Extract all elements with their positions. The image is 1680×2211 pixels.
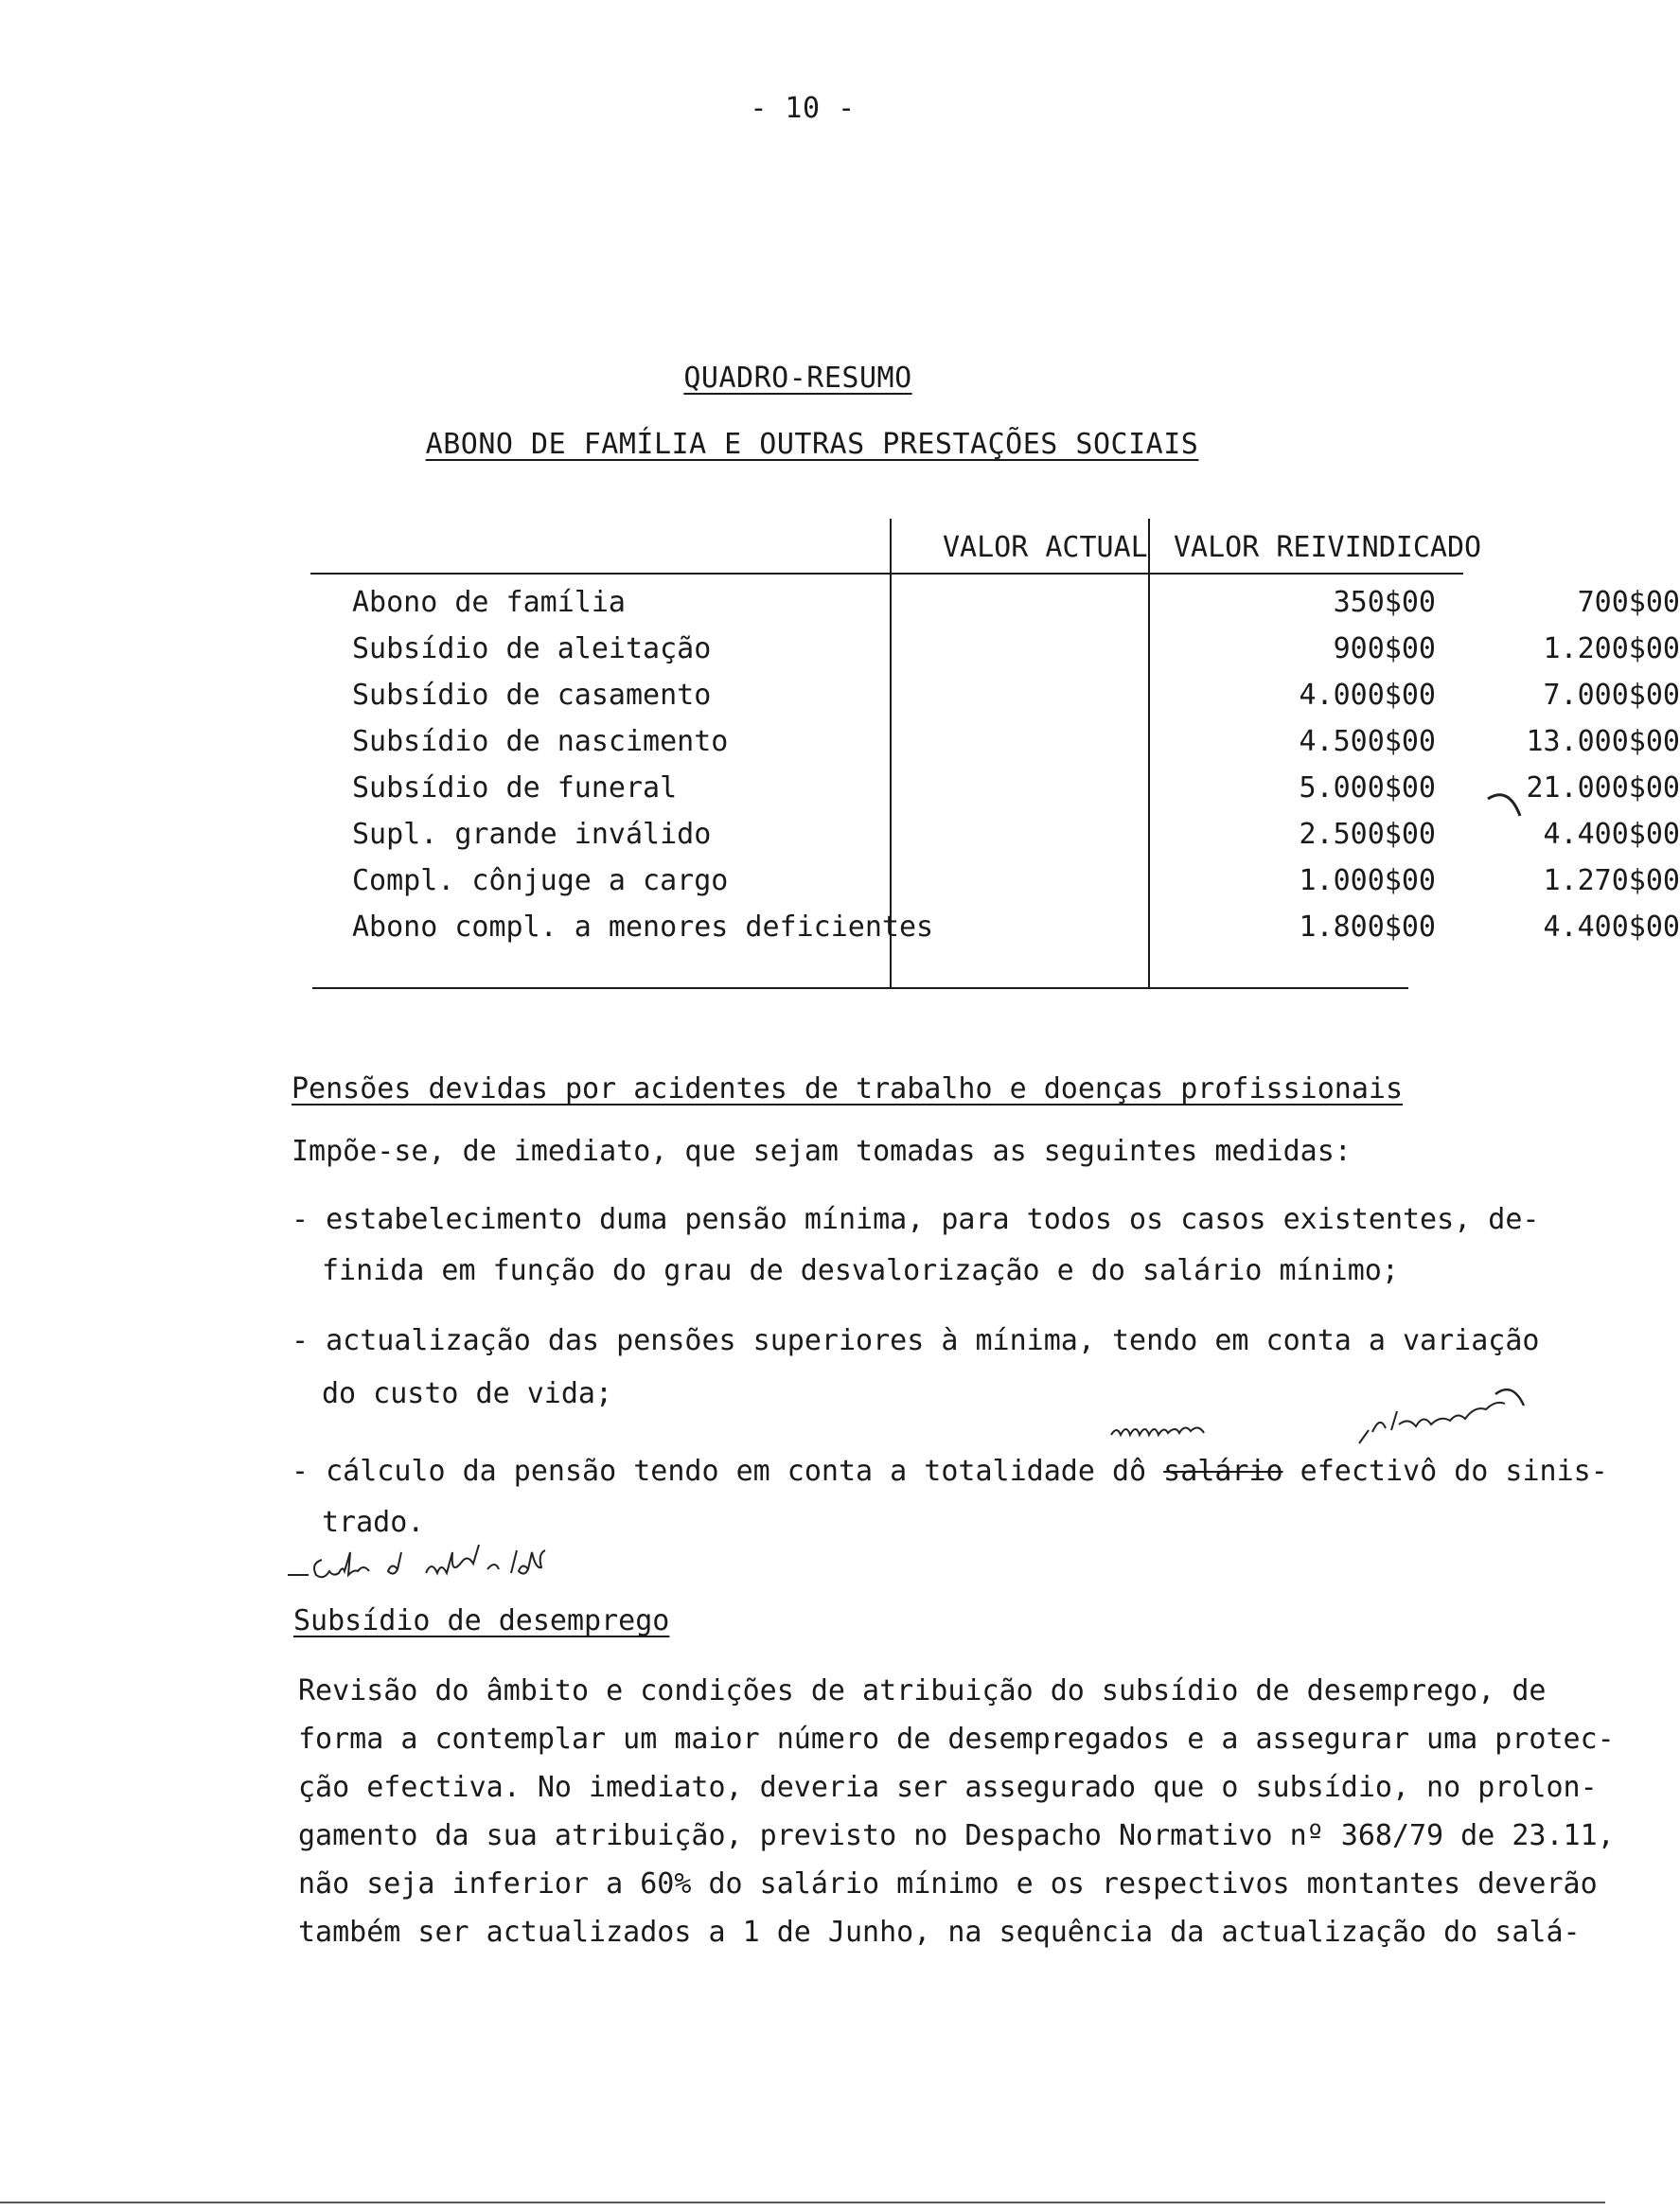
list-item-line: do custo de vida; [322, 1377, 613, 1410]
list-item-line: - cálculo da pensão tendo em conta a totalidade dô salário efectivô do sinis- [292, 1455, 1608, 1488]
section-heading-pensions: Pensões devidas por acidentes de trabalho e doenças profissionais [292, 1072, 1403, 1106]
table-bottom-rule [312, 987, 1408, 989]
handwritten-note-calculo [284, 1541, 663, 1588]
list-item-line: - actualização das pensões superiores à mínima, tendo em conta a variação [292, 1324, 1540, 1357]
paragraph-line: não seja inferior a 60% do salário mínimo e os respectivos montantes deverão [298, 1867, 1598, 1901]
page-number: - 10 - [750, 92, 856, 125]
table-header-rule [310, 573, 1463, 575]
handwritten-note-remuneracao [1107, 1412, 1240, 1450]
bottom-edge-line [0, 2202, 1605, 2203]
paragraph-line: ção efectiva. No imediato, deveria ser assegurado que o subsídio, no prolon- [298, 1771, 1598, 1804]
list-item-line: trado. [322, 1506, 425, 1539]
struck-word: salário [1163, 1455, 1283, 1488]
list-item-line: - estabelecimento duma pensão mínima, para todos os casos existentes, de- [292, 1203, 1540, 1236]
header-claimed-value: VALOR REIVINDICADO [1174, 531, 1482, 564]
paragraph-line: Revisão do âmbito e condições de atribuição do subsídio de desemprego, de [298, 1674, 1547, 1707]
section-heading-unemployment: Subsídio de desemprego [293, 1604, 670, 1637]
page-title [0, 355, 1600, 402]
title-text: QUADRO-RESUMO [683, 362, 912, 395]
paragraph-line: gamento da sua atribuição, previsto no Despacho Normativo nº 368/79 de 23.11, [298, 1819, 1615, 1852]
handwritten-note-margin [1353, 1377, 1533, 1453]
page-subtitle [9, 421, 1615, 469]
subtitle-text: ABONO DE FAMÍLIA E OUTRAS PRESTAÇÕES SOCIAIS [425, 428, 1199, 461]
margin-bracket-mark [1484, 787, 1531, 825]
section-intro: Impõe-se, de imediato, que sejam tomadas as seguintes medidas: [292, 1135, 1352, 1168]
list-item-line: finida em função do grau de desvalorização e do salário mínimo; [322, 1254, 1399, 1287]
paragraph-line: também ser actualizados a 1 de Junho, na sequência da actualização do salá- [298, 1916, 1581, 1949]
header-current-value: VALOR ACTUAL [943, 531, 1148, 564]
paragraph-line: forma a contemplar um maior número de desempregados e a assegurar uma protec- [298, 1723, 1615, 1756]
